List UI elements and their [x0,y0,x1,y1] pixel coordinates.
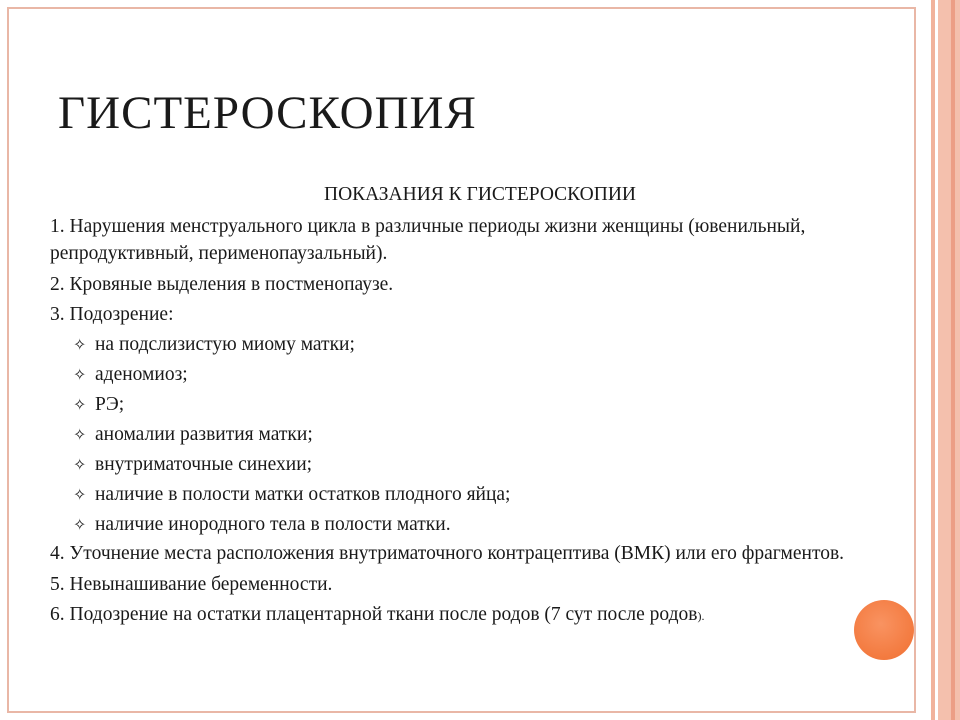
sub-item-label: на подслизистую миому матки; [95,334,355,355]
list-item-5: 5. Невынашивание беременности. [50,574,333,595]
sub-item-label: аномалии развития матки; [95,424,313,445]
list-item-1: 1. Нарушения менструального цикла в различные периоды жизни женщины (ювенильный, репродуктивный, перименопаузальный). [50,216,806,264]
sub-item [50,420,920,450]
diamond-bullet-icon: ✧ [73,335,87,354]
sub-item [50,480,920,510]
decorative-stripes [928,0,960,720]
list-item-2: 2. Кровяные выделения в постменопаузе. [50,274,394,295]
sub-item [50,390,920,420]
list-item-4: 4. Уточнение места расположения внутриматочного контрацептива (ВМК) или его фрагментов. [50,543,845,564]
sub-item [50,510,920,540]
sub-item-label: наличие в полости матки остатков плодного яйца; [95,484,511,505]
slide-content [50,213,920,631]
list-item-6-text: 6. Подозрение на остатки плацентарной ткани после родов (7 сут после родов [50,604,698,625]
sub-item-label: наличие инородного тела в полости матки. [95,514,451,535]
sub-item-label: аденомиоз; [95,364,188,385]
diamond-bullet-icon: ✧ [73,485,87,504]
sub-item [50,360,920,390]
diamond-bullet-icon: ✧ [73,455,87,474]
diamond-bullet-icon: ✧ [73,395,87,414]
slide-title: ГИСТЕРОСКОПИЯ [58,87,477,139]
slide-subtitle: ПОКАЗАНИЯ К ГИСТЕРОСКОПИИ [324,184,636,205]
diamond-bullet-icon: ✧ [73,515,87,534]
decorative-stripe-inner [951,0,955,720]
sub-item [50,330,920,360]
list-item-6-tail: ). [697,609,705,623]
list-item-6 [50,600,920,631]
diamond-bullet-icon: ✧ [73,365,87,384]
list-item-3: 3. Подозрение: [50,304,174,325]
diamond-bullet-icon: ✧ [73,425,87,444]
sub-item-label: РЭ; [95,394,125,415]
sub-item [50,450,920,480]
sub-item-label: внутриматочные синехии; [95,454,313,475]
